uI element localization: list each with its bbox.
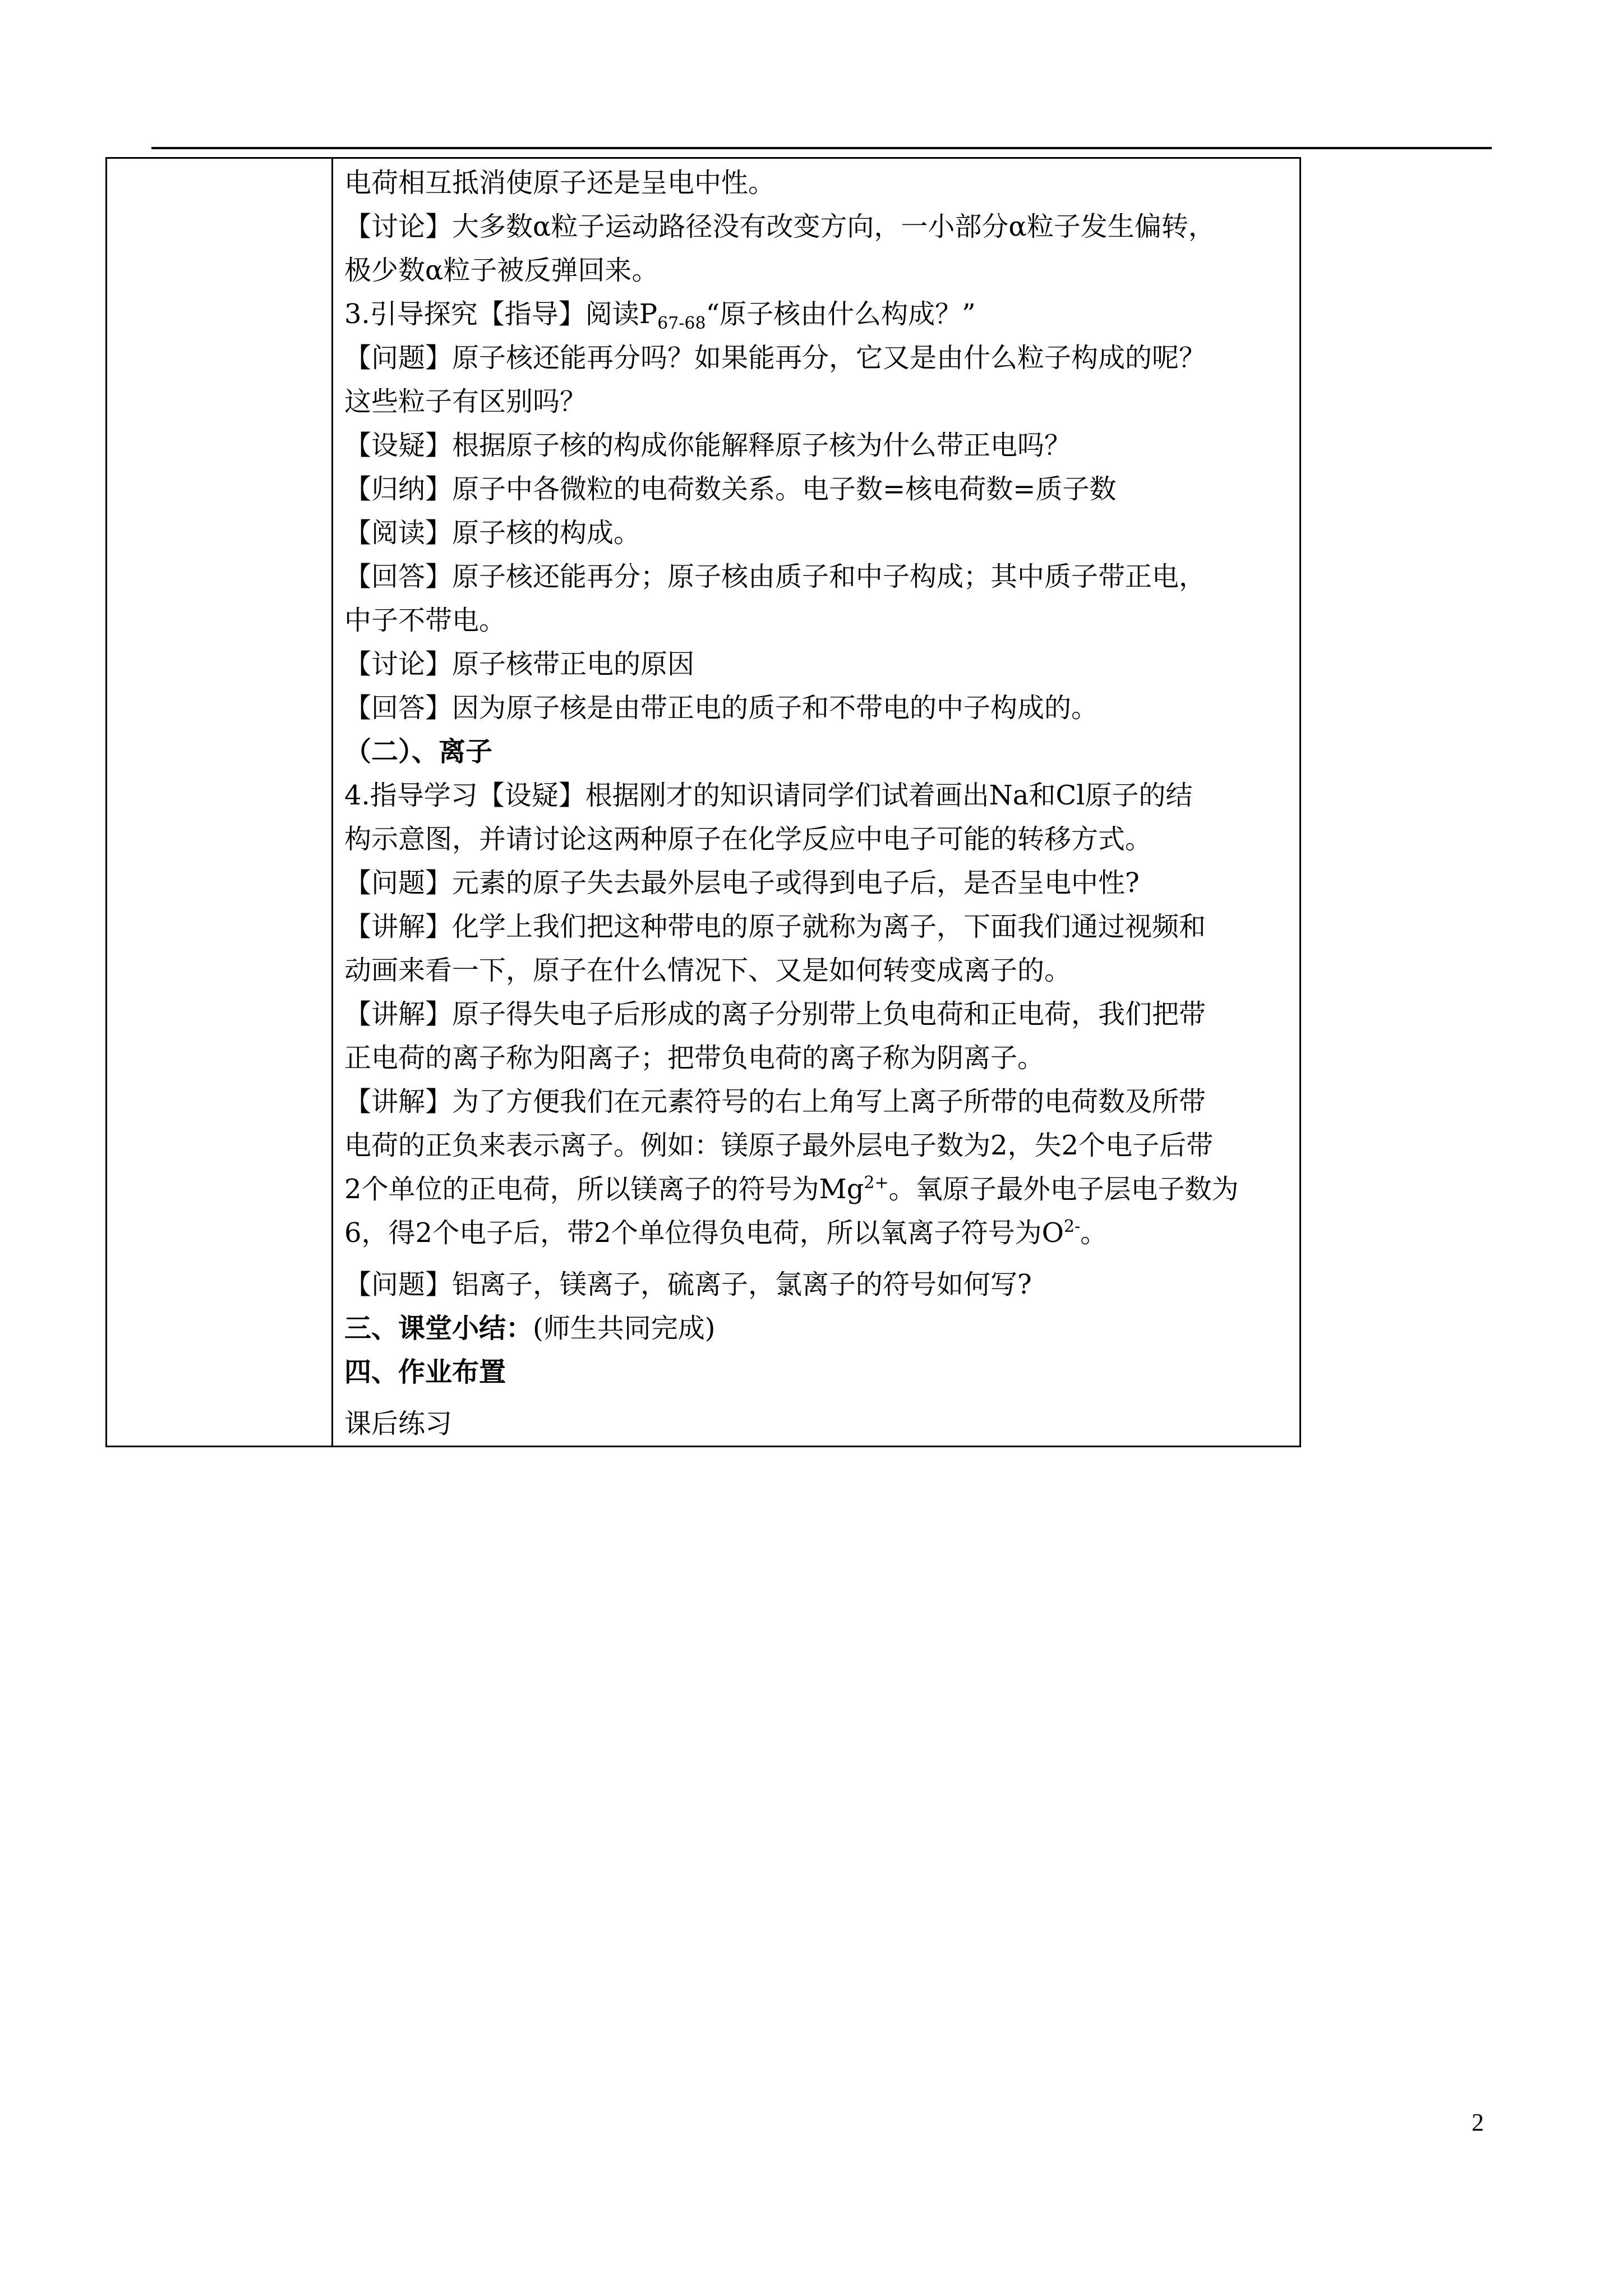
text-segment: 6，得2个电子后，带2个单位得负电荷，所以氧离子符号为O (344, 1217, 1064, 1249)
text-line (344, 1306, 1284, 1350)
text-segment: 【归纳】原子中各微粒的电荷数关系。电子数=核电荷数=质子数 (344, 473, 1117, 505)
text-line (344, 161, 1284, 205)
text-segment: 【回答】原子核还能再分；原子核由质子和中子构成；其中质子带正电， (344, 561, 1206, 592)
text-segment: 【讨论】大多数α粒子运动路径没有改变方向，一小部分α粒子发生偏转， (344, 211, 1215, 242)
text-line (344, 1167, 1284, 1211)
text-line (344, 1211, 1284, 1255)
text-segment: 【问题】元素的原子失去最外层电子或得到电子后，是否呈电中性? (344, 867, 1140, 899)
text-line (344, 992, 1284, 1036)
page-number: 2 (1472, 2109, 1484, 2136)
text-line (344, 1350, 1284, 1394)
text-segment: 这些粒子有区别吗？ (344, 386, 587, 417)
text-segment: 【阅读】原子核的构成。 (344, 517, 641, 549)
table-left-cell (107, 158, 333, 1447)
text-line (344, 336, 1284, 380)
text-line (344, 249, 1284, 292)
table-row (107, 158, 1301, 1447)
text-segment: 【问题】铝离子，镁离子，硫离子，氯离子的符号如何写? (344, 1269, 1032, 1300)
text-segment: “原子核由什么构成？” (706, 298, 976, 330)
text-line (344, 1402, 1284, 1446)
text-segment: 电荷相互抵消使原子还是呈电中性。 (344, 167, 776, 199)
text-segment: 正电荷的离子称为阳离子；把带负电荷的离子称为阴离子。 (344, 1042, 1045, 1074)
text-segment: 【讨论】原子核带正电的原因 (344, 648, 695, 680)
text-line (344, 730, 1284, 774)
text-segment: 3.引导探究【指导】阅读P (344, 298, 658, 330)
lesson-text (344, 161, 1284, 1446)
text-segment: 【讲解】原子得失电子后形成的离子分别带上负电荷和正电荷，我们把带 (344, 999, 1206, 1030)
text-segment: 四、作业布置 (344, 1356, 506, 1388)
text-line (344, 380, 1284, 424)
text-segment: 极少数α粒子被反弹回来。 (344, 255, 659, 286)
text-segment: 2个单位的正电荷，所以镁离子的符号为Mg (344, 1174, 864, 1205)
text-line (344, 905, 1284, 949)
text-line (344, 1124, 1284, 1167)
lesson-table (105, 157, 1301, 1447)
text-line (344, 642, 1284, 686)
text-line (344, 817, 1284, 861)
text-line (344, 511, 1284, 555)
text-line (344, 599, 1284, 642)
text-line (344, 686, 1284, 730)
text-line (344, 424, 1284, 467)
text-line (344, 949, 1284, 992)
text-segment: 三、课堂小结： (344, 1313, 533, 1344)
text-segment: 【问题】原子核还能再分吗？如果能再分，它又是由什么粒子构成的呢？ (344, 342, 1206, 374)
text-line (344, 555, 1284, 599)
subscript: 67-68 (657, 314, 706, 333)
text-segment: 电荷的正负来表示离子。例如：镁原子最外层电子数为2，失2个电子后带 (344, 1130, 1214, 1161)
text-line (344, 205, 1284, 249)
text-segment: 【回答】因为原子核是由带正电的质子和不带电的中子构成的。 (344, 692, 1099, 724)
superscript: 2+ (864, 1173, 889, 1193)
text-line (344, 861, 1284, 905)
text-line (344, 1263, 1284, 1306)
text-segment: 动画来看一下，原子在什么情况下、又是如何转变成离子的。 (344, 955, 1072, 986)
text-line (344, 774, 1284, 817)
text-segment: 4.指导学习【设疑】根据刚才的知识请同学们试着画出Na和Cl原子的结 (344, 780, 1193, 811)
header-rule (151, 147, 1492, 149)
text-segment: 。氧原子最外电子层电子数为 (888, 1174, 1239, 1205)
text-segment: 。 (1080, 1217, 1108, 1249)
text-line (344, 1080, 1284, 1124)
text-segment: 构示意图，并请讨论这两种原子在化学反应中电子可能的转移方式。 (344, 823, 1152, 855)
text-segment: 【设疑】根据原子核的构成你能解释原子核为什么带正电吗？ (344, 430, 1072, 461)
text-segment: （二）、离子 (344, 736, 493, 767)
text-segment: 课后练习 (344, 1408, 453, 1439)
superscript: 2- (1063, 1217, 1081, 1236)
text-line (344, 292, 1284, 336)
text-line (344, 1036, 1284, 1080)
text-segment: 中子不带电。 (344, 605, 506, 636)
text-segment: 【讲解】化学上我们把这种带电的原子就称为离子，下面我们通过视频和 (344, 911, 1206, 942)
text-segment: 【讲解】为了方便我们在元素符号的右上角写上离子所带的电荷数及所带 (344, 1086, 1206, 1117)
table-right-cell (333, 158, 1301, 1447)
text-line (344, 467, 1284, 511)
text-segment: (师生共同完成) (533, 1313, 716, 1344)
